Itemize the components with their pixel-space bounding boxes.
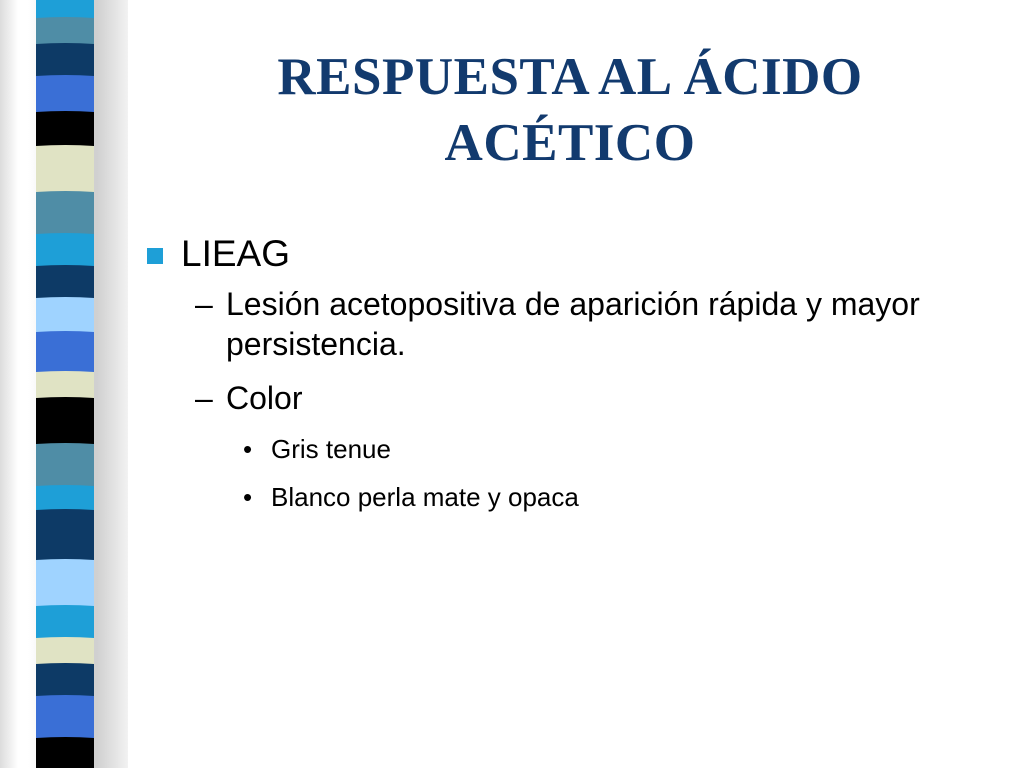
bullet-text: Gris tenue xyxy=(271,434,391,464)
bullet-level3 xyxy=(140,432,1000,466)
stripe-graphic xyxy=(30,0,102,768)
slide-body xyxy=(140,230,1000,528)
bullet-level2 xyxy=(140,378,966,418)
bullet-text: Lesión acetopositiva de aparición rápida y mayor persistencia. xyxy=(226,286,920,362)
bullet-text: Blanco perla mate y opaca xyxy=(271,482,579,512)
bullet-level1 xyxy=(140,230,1000,278)
title-line-1: RESPUESTA AL ÁCIDO xyxy=(277,48,863,106)
bullet-level3 xyxy=(140,480,1000,514)
decorative-stripe-column xyxy=(30,0,102,768)
square-bullet-icon xyxy=(147,248,163,264)
title-line-2: ACÉTICO xyxy=(444,114,696,172)
dash-bullet-icon: – xyxy=(195,380,213,416)
bullet-level2 xyxy=(140,284,966,364)
bullet-text: Color xyxy=(226,380,303,416)
slide-title xyxy=(140,44,1000,176)
dot-bullet-icon: • xyxy=(243,434,253,464)
dot-bullet-icon: • xyxy=(243,482,253,512)
dash-bullet-icon: – xyxy=(195,286,213,322)
bullet-text: LIEAG xyxy=(181,233,290,274)
